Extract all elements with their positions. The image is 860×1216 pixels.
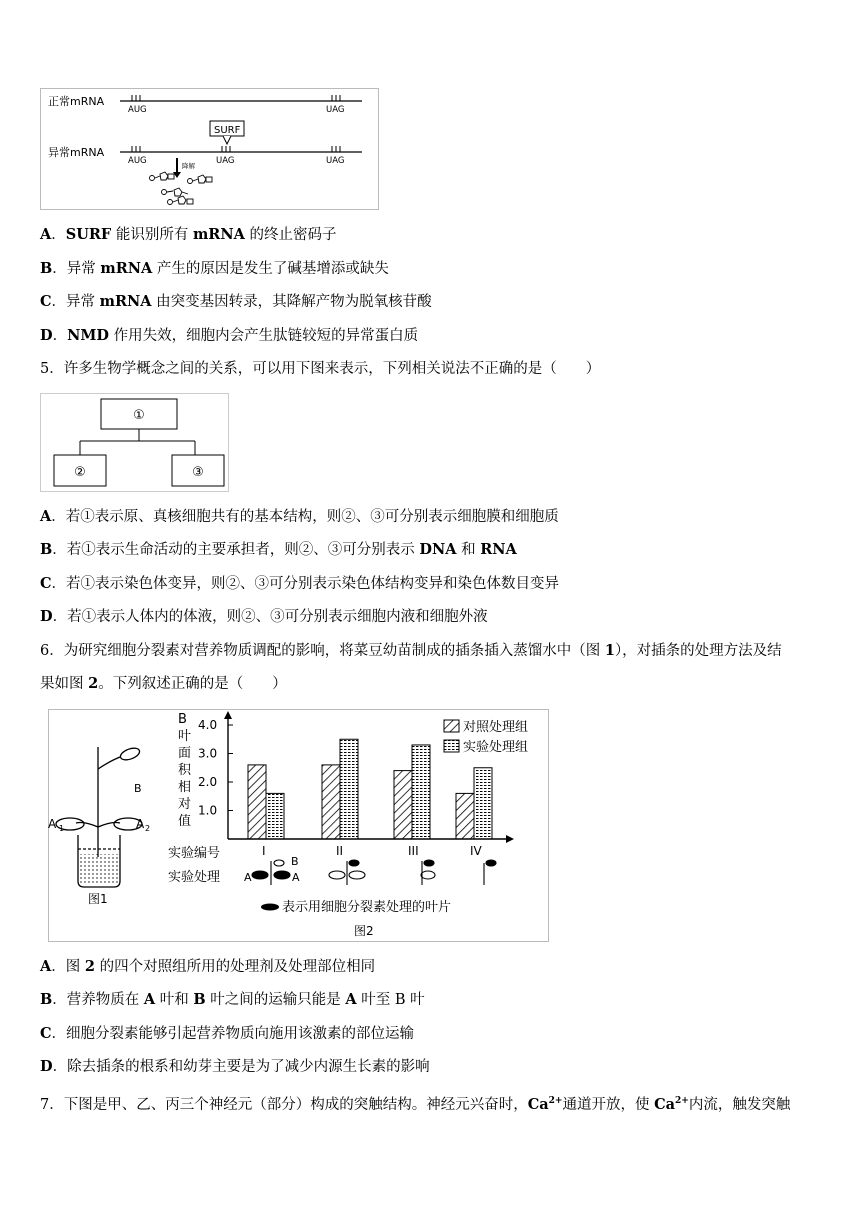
uag-label: UAG bbox=[326, 105, 345, 115]
bar-control-2 bbox=[322, 765, 340, 839]
q6-option-c: C．细胞分裂素能够引起营养物质向施用该激素的部位运输 bbox=[40, 1025, 415, 1042]
q5-stem: 5．许多生物学概念之间的关系，可以用下图来表示，下列相关说法不正确的是（ ） bbox=[40, 361, 601, 377]
svg-text:A: A bbox=[244, 871, 252, 884]
q4-option-a: A．SURF 能识别所有 mRNA 的终止密码子 bbox=[40, 226, 337, 243]
treated-leaf-icon bbox=[261, 904, 279, 911]
category-label: I bbox=[262, 844, 266, 858]
svg-text:相: 相 bbox=[178, 780, 192, 795]
concept-box-3: ③ bbox=[192, 465, 204, 480]
svg-text:B: B bbox=[178, 712, 187, 727]
concept-box-2: ② bbox=[74, 465, 86, 480]
q4-option-b: B．异常 mRNA 产生的原因是发生了碱基增添或缺失 bbox=[40, 260, 389, 277]
svg-text:AUG: AUG bbox=[128, 156, 147, 166]
svg-text:1: 1 bbox=[59, 824, 65, 833]
q5-option-d: D．若①表示人体内的体液，则②、③可分别表示细胞内液和细胞外液 bbox=[40, 608, 488, 625]
q6-stem-line1: 6．为研究细胞分裂素对营养物质调配的影响，将菜豆幼苗制成的插条插入蒸馏水中（图 1），对插条的处理方法及结 bbox=[40, 642, 782, 659]
bar-experiment-1 bbox=[266, 793, 284, 839]
svg-text:面: 面 bbox=[178, 746, 192, 761]
q5-option-b: B．若①表示生命活动的主要承担者，则②、③可分别表示 DNA 和 RNA bbox=[40, 541, 517, 558]
svg-text:对: 对 bbox=[178, 797, 192, 812]
concept-tree-figure bbox=[40, 393, 232, 493]
q4-option-c: C．异常 mRNA 由突变基因转录，其降解产物为脱氧核苷酸 bbox=[40, 293, 432, 310]
legend-control: 对照处理组 bbox=[463, 720, 529, 735]
svg-text:2: 2 bbox=[145, 824, 151, 833]
y-tick-label: 2.0 bbox=[198, 775, 218, 789]
q6-option-a: A．图 2 的四个对照组所用的处理剂及处理部位相同 bbox=[40, 958, 376, 975]
leaf-note: 表示用细胞分裂素处理的叶片 bbox=[282, 900, 452, 915]
svg-text:UAG: UAG bbox=[216, 156, 235, 166]
y-tick-label: 4.0 bbox=[198, 718, 218, 732]
degrade-label: 降解 bbox=[182, 162, 195, 170]
q6-option-b: B．营养物质在 A 叶和 B 叶之间的运输只能是 A 叶至 B 叶 bbox=[40, 991, 425, 1008]
bar-experiment-2 bbox=[340, 739, 358, 839]
mrna-figure bbox=[40, 88, 382, 210]
fig1-caption: 图1 bbox=[88, 892, 108, 906]
fig1-leaf-a2-label: A bbox=[136, 817, 145, 831]
q7-stem: 7．下图是甲、乙、丙三个神经元（部分）构成的突触结构。神经元兴奋时，$Ca^{2+}$通道开放，使 $Ca^{2+}$内流，触发突触 bbox=[40, 1095, 791, 1113]
y-tick-label: 1.0 bbox=[198, 803, 218, 818]
q6-figure bbox=[48, 709, 550, 943]
normal-mrna-label: 正常mRNA bbox=[48, 95, 105, 108]
legend-experiment: 实验处理组 bbox=[463, 740, 529, 755]
category-label: III bbox=[408, 844, 419, 858]
q5-option-a: A．若①表示原、真核细胞共有的基本结构，则②、③可分别表示细胞膜和细胞质 bbox=[40, 508, 559, 525]
category-label: IV bbox=[470, 844, 482, 858]
svg-text:积: 积 bbox=[178, 763, 192, 778]
fig1-leaf-b-label: B bbox=[134, 782, 142, 795]
bar-experiment-3 bbox=[412, 745, 430, 839]
q6-option-d: D．除去插条的根系和幼芽主要是为了减少内源生长素的影响 bbox=[40, 1058, 430, 1075]
abnormal-mrna-label: 异常mRNA bbox=[48, 146, 105, 159]
category-label: II bbox=[336, 844, 344, 858]
fig1-leaf-a1-label: A bbox=[48, 817, 57, 831]
bar-control-1 bbox=[248, 765, 266, 839]
svg-text:值: 值 bbox=[178, 814, 192, 829]
row-experiment-number: 实验编号 bbox=[168, 846, 221, 861]
aug-label: AUG bbox=[128, 105, 147, 115]
svg-text:叶: 叶 bbox=[178, 729, 192, 744]
bar-experiment-4 bbox=[474, 768, 492, 839]
row-experiment-treatment: 实验处理 bbox=[168, 870, 221, 885]
fig2-y-title bbox=[178, 712, 192, 829]
q4-option-d: D．NMD 作用失效，细胞内会产生肽链较短的异常蛋白质 bbox=[40, 327, 419, 344]
q6-stem-line2: 果如图 2。下列叙述正确的是（ ） bbox=[40, 675, 287, 692]
svg-text:A: A bbox=[292, 871, 300, 884]
y-tick-label: 3.0 bbox=[198, 746, 218, 761]
surf-label: SURF bbox=[214, 125, 241, 136]
concept-box-1: ① bbox=[133, 408, 145, 423]
bar-control-4 bbox=[456, 793, 474, 839]
q5-option-c: C．若①表示染色体变异，则②、③可分别表示染色体结构变异和染色体数目变异 bbox=[40, 575, 560, 592]
svg-text:UAG: UAG bbox=[326, 156, 345, 166]
bar-control-3 bbox=[394, 771, 412, 839]
fig2-caption: 图2 bbox=[354, 924, 374, 938]
svg-text:B: B bbox=[291, 855, 299, 868]
